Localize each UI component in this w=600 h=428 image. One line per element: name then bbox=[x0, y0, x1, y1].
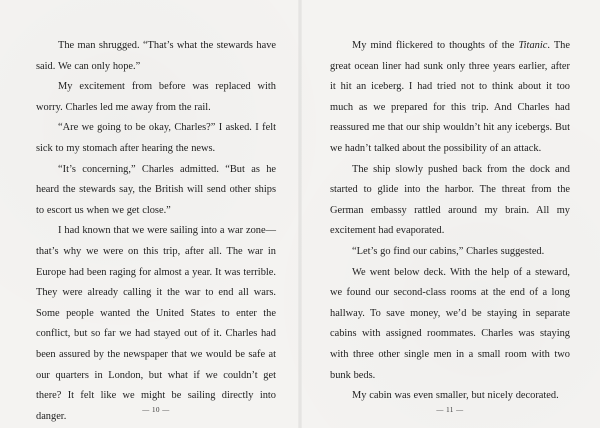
paragraph: The man shrugged. “That’s what the stewards have said. We can only hope.” bbox=[36, 40, 276, 72]
page-number-left: — 10 — bbox=[142, 406, 170, 414]
paragraph: “Are we going to be okay, Charles?” I asked. I felt sick to my stomach after hearing the news. bbox=[36, 122, 276, 154]
paragraph: My cabin was even smaller, but nicely decorated. bbox=[352, 390, 559, 402]
right-page bbox=[330, 36, 570, 402]
paragraph: The ship slowly pushed back from the dock and started to glide into the harbor. The threat from the German embassy rattled around my brain. All my excitement had evaporated. bbox=[330, 163, 570, 237]
text-run: . The great ocean liner had sunk only three years earlier, after it hit an iceberg. I had tried not to think about it too much as we prepared for this trip. And Charles had reassured me that our ship wouldn’t hit any icebergs. But we hadn’t talked about the possibility of an attack. bbox=[330, 40, 570, 154]
page-number-right: — 11 — bbox=[436, 406, 464, 414]
paragraph: My excitement from before was replaced with worry. Charles led me away from the rail. bbox=[36, 81, 276, 113]
paragraph: We went below deck. With the help of a steward, we found our second-class rooms at the end of a long hallway. To save money, we’d be staying in separate cabins with assigned roommates. Charles was staying with three other single men in a small room with two bunk beds. bbox=[330, 266, 570, 381]
paragraph: I had known that we were sailing into a war zone—that’s why we were on this trip, after all. The war in Europe had been raging for almost a year. It was terrible. They were already calling it the war to end all wars. Some people wanted the United States to enter the conflict, but so far we had stayed out of it. Charles had been assured by the newspaper that we would be safe at our quarters in London, but what if we couldn’t get there? It felt like we might be sailing directly into danger. bbox=[36, 225, 276, 422]
paragraph: “It’s concerning,” Charles admitted. “But as he heard the stewards say, the British will send other ships to escort us when we get close.” bbox=[36, 163, 276, 216]
text-run: My mind flickered to thoughts of the bbox=[352, 40, 519, 51]
ship-name-italic: Titanic bbox=[518, 40, 548, 51]
paragraph bbox=[330, 36, 570, 160]
book-gutter bbox=[298, 0, 302, 428]
paragraph: “Let’s go find our cabins,” Charles suggested. bbox=[352, 245, 545, 257]
